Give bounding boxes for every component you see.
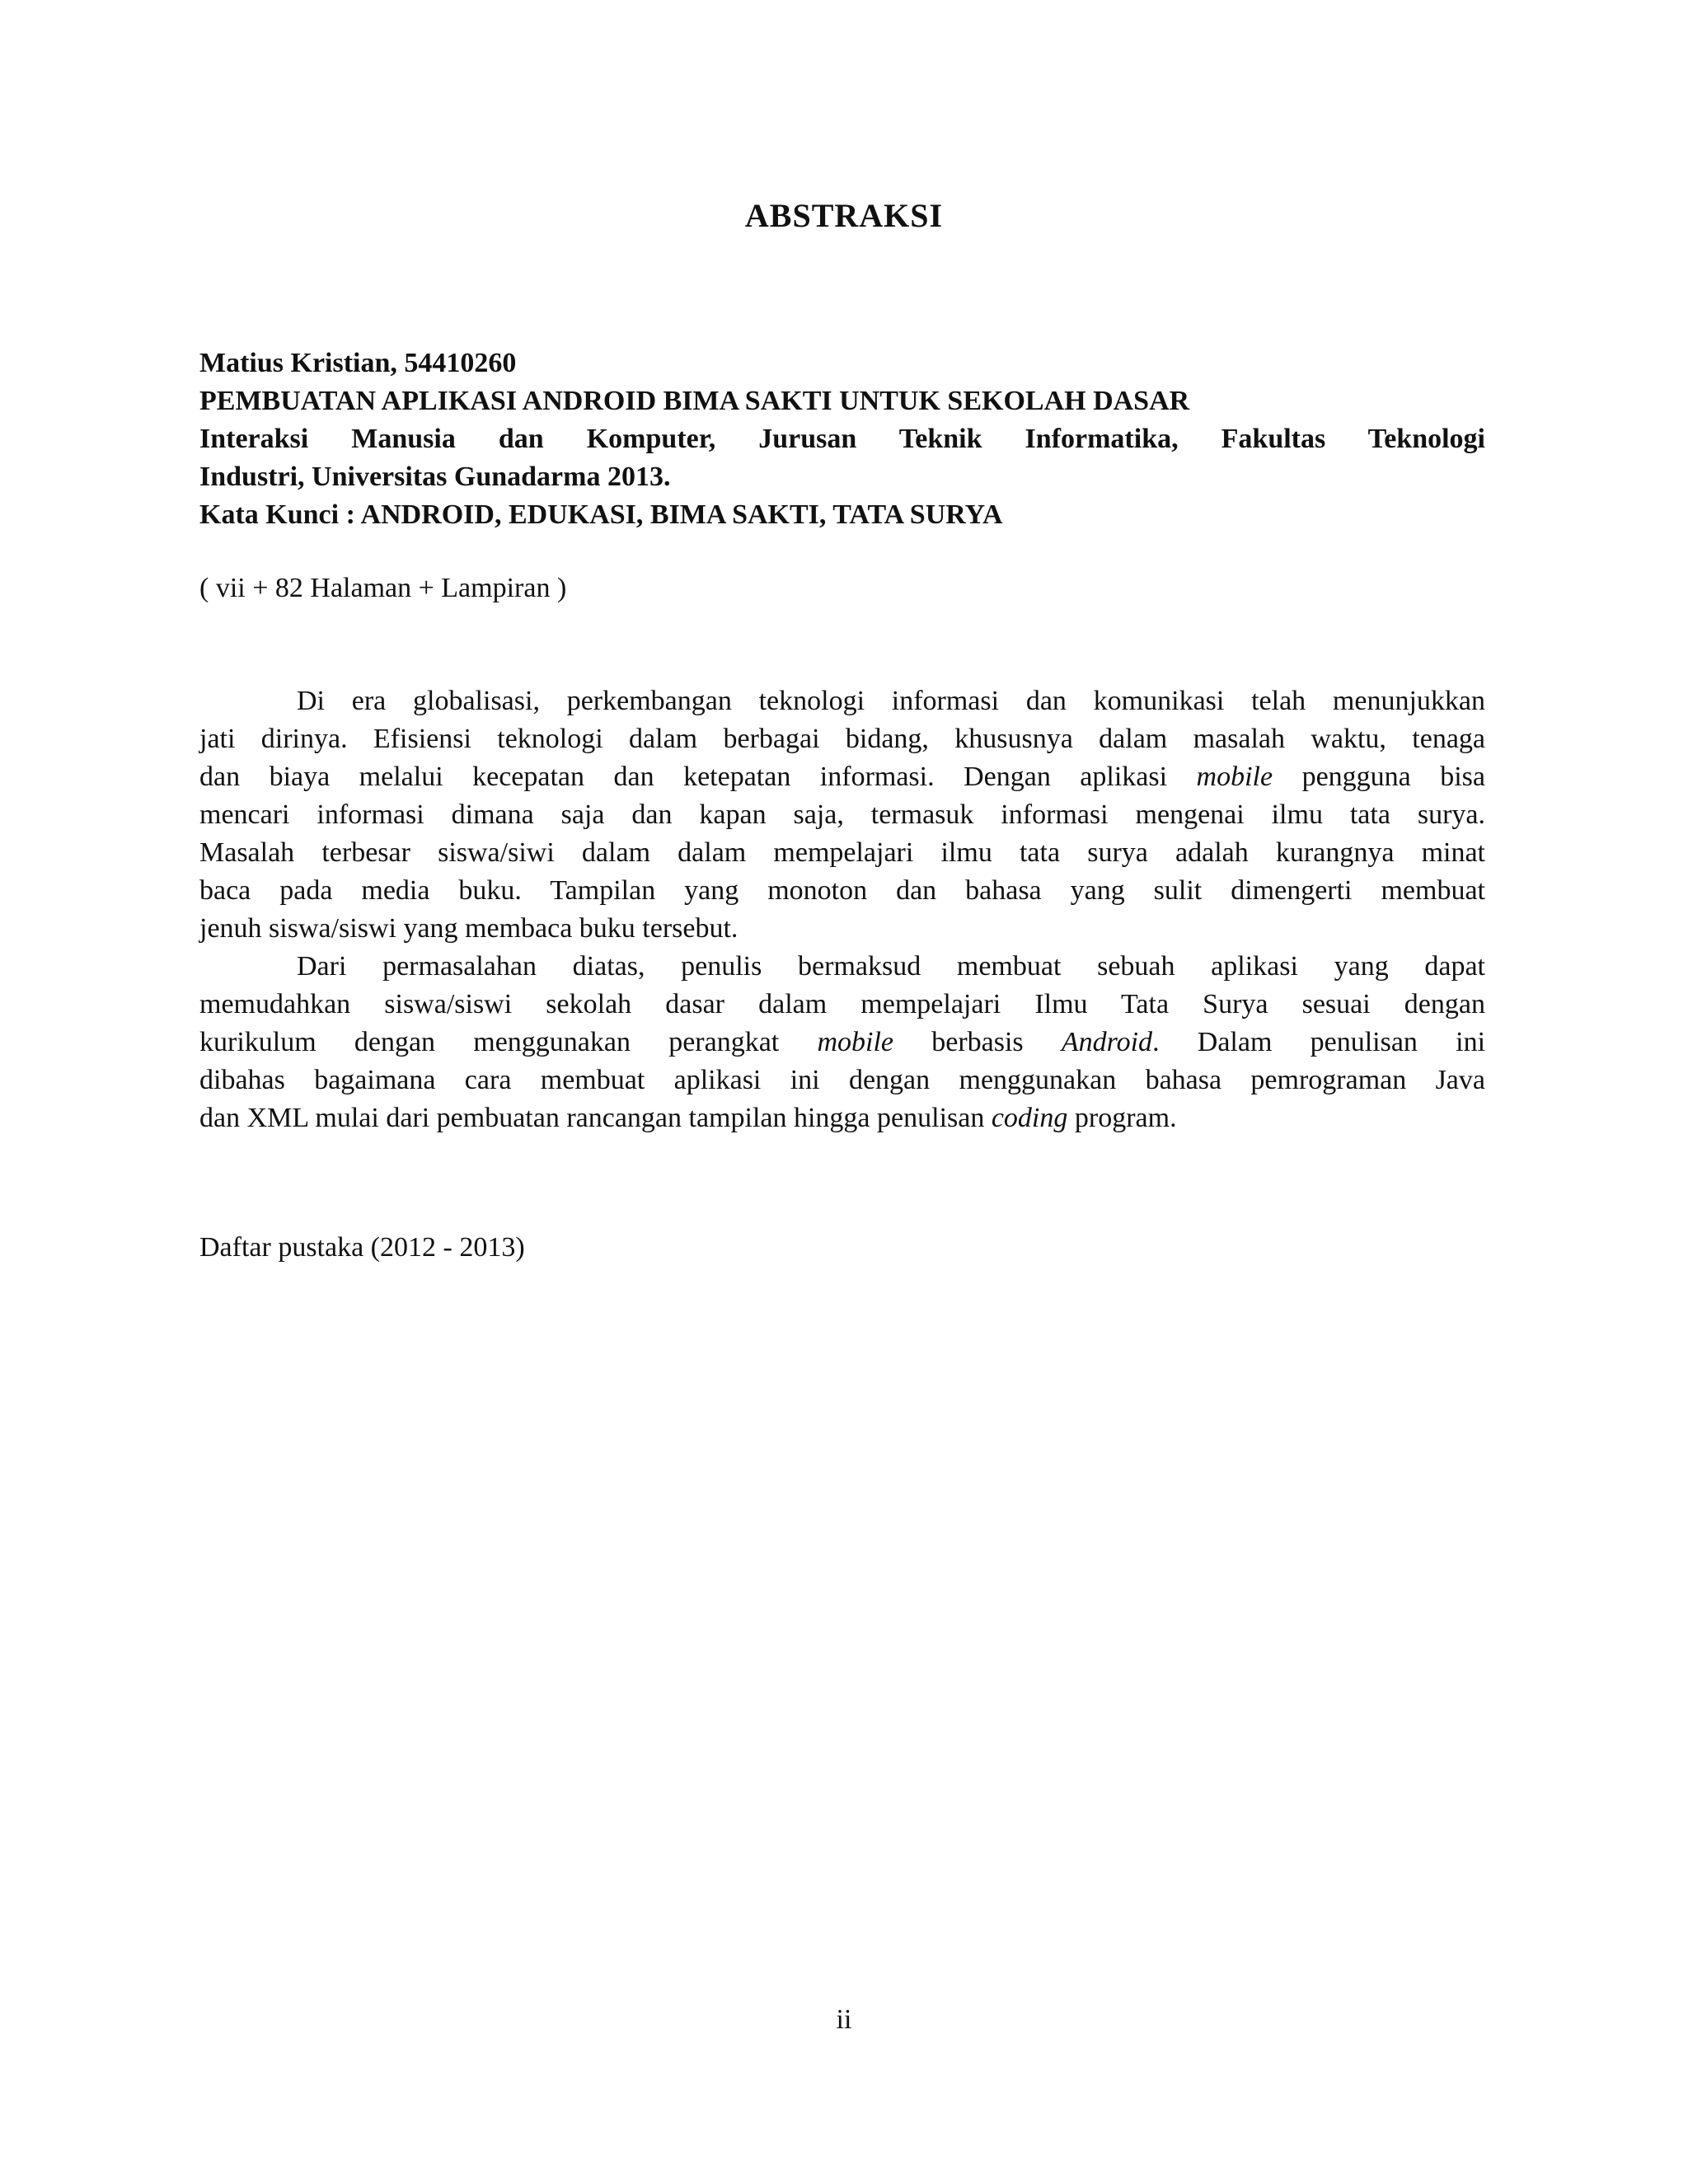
text-segment: . Dalam penulisan ini bbox=[1152, 1027, 1486, 1057]
paragraph1-line7: jenuh siswa/siswi yang membaca buku tersebut. bbox=[199, 913, 738, 944]
paragraph1-line1: Di era globalisasi, perkembangan teknologi informasi dan komunikasi telah menunjukkan bbox=[297, 686, 1485, 716]
page-title: ABSTRAKSI bbox=[744, 197, 944, 234]
thesis-title: PEMBUATAN APLIKASI ANDROID BIMA SAKTI UNTUK SEKOLAH DASAR bbox=[199, 386, 1190, 416]
paragraph2-line3 bbox=[199, 1024, 1485, 1062]
affiliation-line-1: Interaksi Manusia dan Komputer, Jurusan Teknik Informatika, Fakultas Teknologi bbox=[199, 424, 1485, 454]
paragraph1-line2: jati dirinya. Efisiensi teknologi dalam berbagai bidang, khususnya dalam masalah waktu, tenaga bbox=[199, 724, 1485, 754]
text-segment: dan biaya melalui kecepatan dan ketepatan informasi. Dengan aplikasi bbox=[199, 762, 1168, 792]
italic-term: Android bbox=[1061, 1027, 1153, 1057]
paragraph1-line5: Masalah terbesar siswa/siwi dalam dalam mempelajari ilmu tata surya adalah kurangnya minat bbox=[199, 837, 1485, 868]
keywords-line: Kata Kunci : ANDROID, EDUKASI, BIMA SAKTI, TATA SURYA bbox=[199, 499, 1003, 530]
author-line: Matius Kristian, 54410260 bbox=[199, 348, 517, 378]
italic-term: mobile bbox=[817, 1027, 894, 1057]
bibliography-note: Daftar pustaka (2012 - 2013) bbox=[199, 1232, 525, 1263]
paragraph2-line4: dibahas bagaimana cara membuat aplikasi ini dengan menggunakan bahasa pemrograman Java bbox=[199, 1065, 1485, 1095]
paragraph2-line5 bbox=[199, 1099, 1485, 1137]
paragraph1-line3 bbox=[199, 758, 1485, 796]
affiliation-line-2: Industri, Universitas Gunadarma 2013. bbox=[199, 462, 671, 492]
text-segment: berbasis bbox=[931, 1027, 1024, 1057]
text-segment: pengguna bisa bbox=[1301, 762, 1486, 792]
paragraph1-line6: baca pada media buku. Tampilan yang monoton dan bahasa yang sulit dimengerti membuat bbox=[199, 875, 1485, 906]
paragraph2-line1: Dari permasalahan diatas, penulis bermaksud membuat sebuah aplikasi yang dapat bbox=[297, 951, 1485, 982]
text-segment: kurikulum dengan menggunakan perangkat bbox=[199, 1027, 780, 1057]
text-segment: program. bbox=[1074, 1103, 1177, 1133]
page-count-info: ( vii + 82 Halaman + Lampiran ) bbox=[199, 573, 567, 603]
paragraph2-line2: memudahkan siswa/siswi sekolah dasar dalam mempelajari Ilmu Tata Surya sesuai dengan bbox=[199, 989, 1485, 1019]
text-segment: dan XML mulai dari pembuatan rancangan tampilan hingga penulisan bbox=[199, 1103, 985, 1133]
italic-term: coding bbox=[991, 1103, 1068, 1133]
italic-term: mobile bbox=[1196, 762, 1273, 792]
abstract-body bbox=[199, 682, 1485, 1137]
paragraph1-line4: mencari informasi dimana saja dan kapan saja, termasuk informasi mengenai ilmu tata surya. bbox=[199, 799, 1485, 830]
thesis-header bbox=[199, 344, 1485, 534]
page-number: ii bbox=[836, 2004, 852, 2035]
